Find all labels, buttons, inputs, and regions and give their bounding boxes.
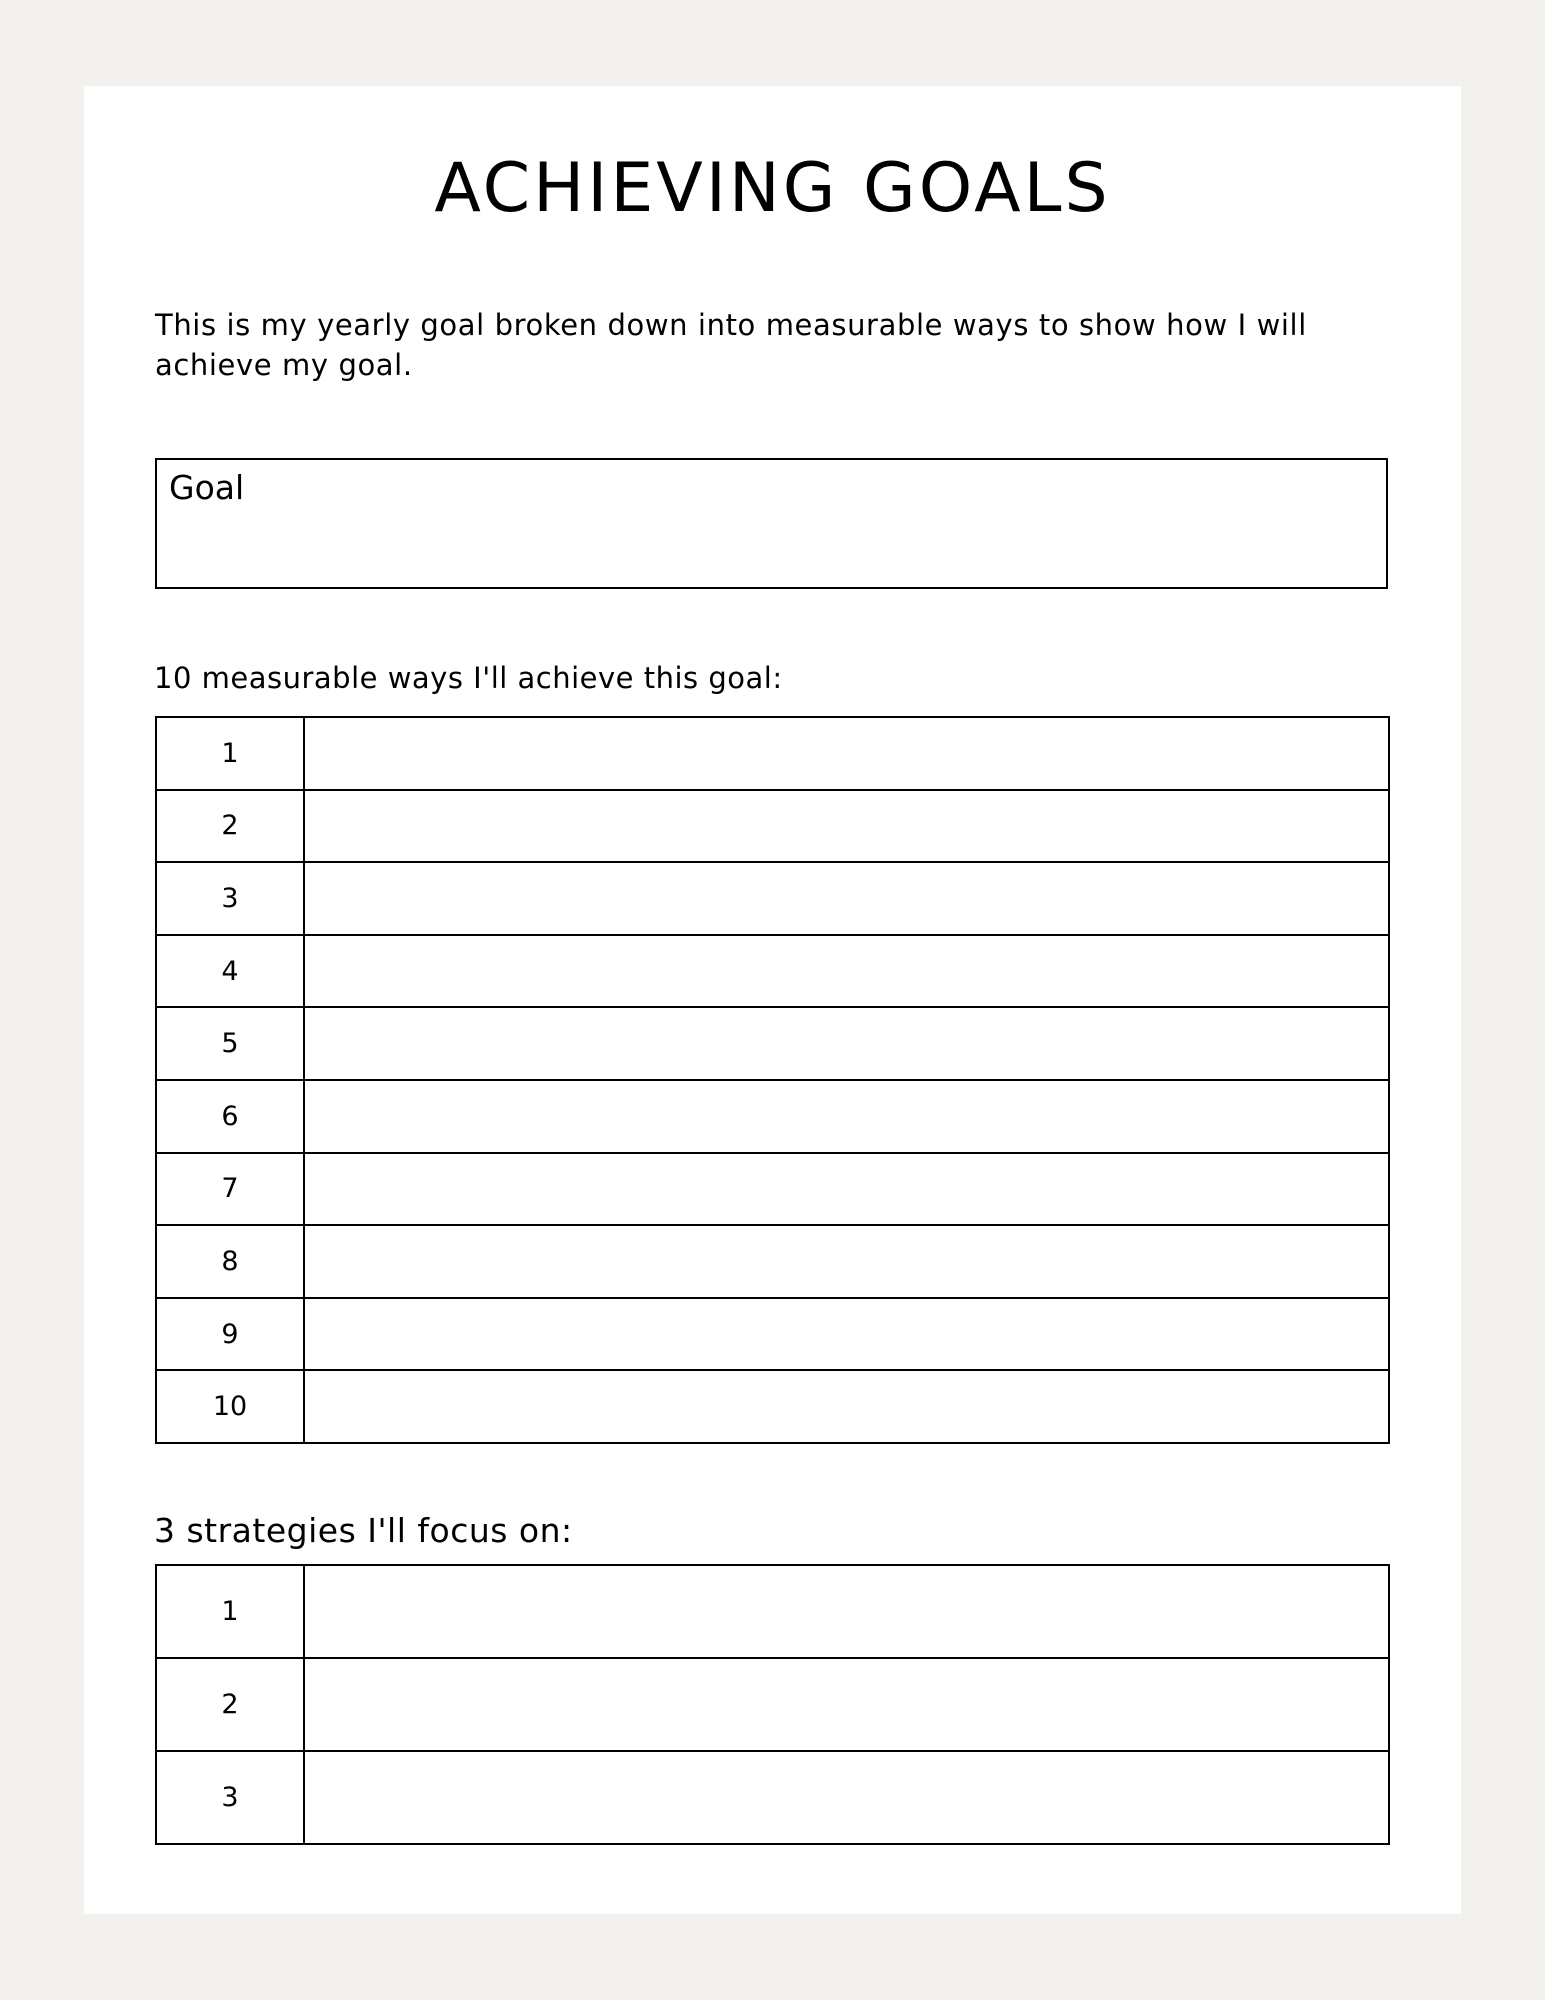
ways-row-number: 5 [156, 1007, 304, 1080]
ways-row [156, 790, 1389, 863]
worksheet-page [84, 86, 1461, 1914]
strategies-row-number: 1 [156, 1565, 304, 1658]
strategies-entry-cell[interactable] [304, 1751, 1389, 1844]
ways-row-number: 9 [156, 1298, 304, 1371]
ways-row [156, 862, 1389, 935]
intro-text: This is my yearly goal broken down into measurable ways to show how I will achieve my goal. [155, 308, 1307, 382]
ways-entry-cell[interactable] [304, 1225, 1389, 1298]
ways-row-number: 4 [156, 935, 304, 1008]
ways-table [155, 716, 1390, 1444]
strategies-table [155, 1564, 1390, 1845]
strategies-row [156, 1658, 1389, 1751]
ways-heading: 10 measurable ways I'll achieve this goal: [154, 661, 783, 695]
ways-row-number: 6 [156, 1080, 304, 1153]
ways-row-number: 7 [156, 1153, 304, 1226]
ways-entry-cell[interactable] [304, 1007, 1389, 1080]
ways-entry-cell[interactable] [304, 790, 1389, 863]
ways-row-number: 2 [156, 790, 304, 863]
ways-row [156, 1080, 1389, 1153]
strategies-heading: 3 strategies I'll focus on: [154, 1511, 573, 1550]
ways-row [156, 1298, 1389, 1371]
ways-row-number: 1 [156, 717, 304, 790]
ways-row [156, 1370, 1389, 1443]
ways-row [156, 1007, 1389, 1080]
page-title: ACHIEVING GOALS [434, 149, 1111, 228]
strategies-row [156, 1751, 1389, 1844]
strategies-row-number: 2 [156, 1658, 304, 1751]
ways-row-number: 10 [156, 1370, 304, 1443]
strategies-row [156, 1565, 1389, 1658]
goal-box[interactable] [155, 458, 1388, 589]
ways-row-number: 8 [156, 1225, 304, 1298]
ways-entry-cell[interactable] [304, 1080, 1389, 1153]
ways-row [156, 1225, 1389, 1298]
ways-row [156, 1153, 1389, 1226]
ways-entry-cell[interactable] [304, 1370, 1389, 1443]
goal-label: Goal [169, 468, 245, 507]
ways-row [156, 935, 1389, 1008]
ways-entry-cell[interactable] [304, 717, 1389, 790]
strategies-row-number: 3 [156, 1751, 304, 1844]
ways-entry-cell[interactable] [304, 1298, 1389, 1371]
ways-entry-cell[interactable] [304, 935, 1389, 1008]
ways-row [156, 717, 1389, 790]
ways-entry-cell[interactable] [304, 1153, 1389, 1226]
ways-row-number: 3 [156, 862, 304, 935]
strategies-entry-cell[interactable] [304, 1565, 1389, 1658]
ways-entry-cell[interactable] [304, 862, 1389, 935]
strategies-entry-cell[interactable] [304, 1658, 1389, 1751]
